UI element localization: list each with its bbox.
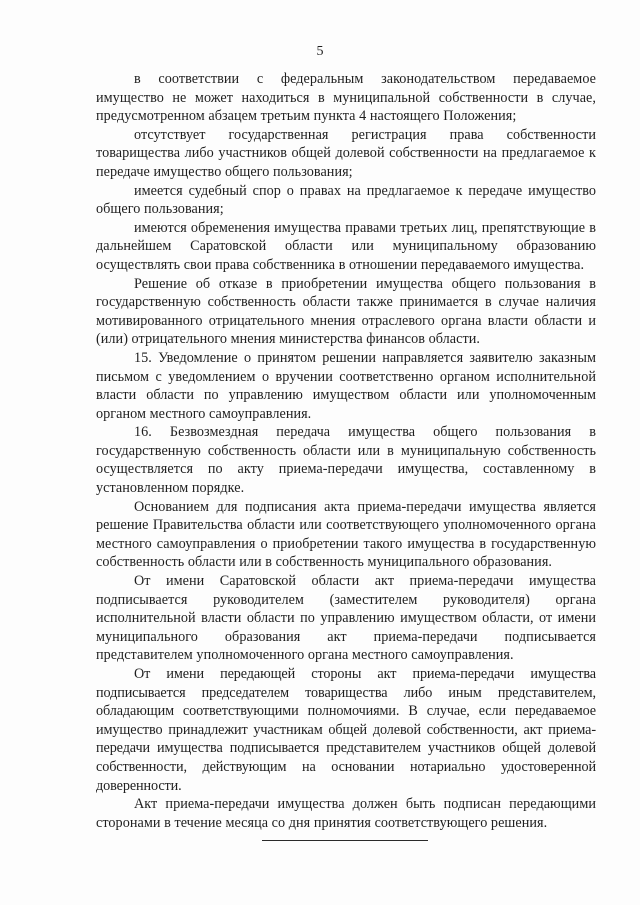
paragraph-condition-encumbrance: имеются обременения имущества правами третьих лиц, препятствующие в дальнейшем Саратовской области или муниципальному образованию осуществлять свои права собственника в отношении передаваемого имущества. — [96, 219, 596, 273]
paragraph-condition-no-registration: отсутствует государственная регистрация права собственности товарищества либо участников общей долевой собственности на предлагаемое к передаче имущество общего пользования; — [96, 126, 596, 180]
paragraph-condition-court-dispute: имеется судебный спор о правах на предлагаемое к передаче имущество общего пользования; — [96, 182, 596, 218]
paragraph-signing-deadline: Акт приема-передачи имущества должен быть подписан передающими сторонами в течение месяца со дня принятия соответствующего решения. — [96, 796, 596, 831]
paragraph-condition-federal-law: в соответствии с федеральным законодательством передаваемое имущество не может находиться в муниципальной собственности в случае, предусмотренном абзацем третьим пункта 4 настоящего Положения; — [96, 71, 596, 125]
paragraph-item-16: 16. Безвозмездная передача имущества общего пользования в государственную собственность области или в муниципальную собственность осуществляется по акту приема-передачи имущества, составленному в установленном порядке. — [96, 424, 596, 497]
document-body — [96, 70, 596, 832]
paragraph-act-basis: Основанием для подписания акта приема-передачи имущества является решение Правительства области или соответствующего уполномоченного органа местного самоуправления о приобретении такого имущества в государственную собственность области или в собственность муниципального образования. — [96, 498, 596, 571]
paragraph-refusal-decision: Решение об отказе в приобретении имущества общего пользования в государственную собственность области также принимается в случае наличия мотивированного отрицательного мнения отраслевого органа власти области и (или) отрицательного мнения министерства финансов области. — [96, 275, 596, 348]
end-of-text-line — [262, 840, 428, 841]
paragraph-signing-region: От имени Саратовской области акт приема-передачи имущества подписывается руководителем (заместителем руководителя) органа исполнительной власти области по управлению имуществом области, от имени муниципального образования акт приема-передачи подписывается представителем уполномоченного органа местного самоуправления. — [96, 573, 596, 664]
paragraph-item-15: 15. Уведомление о принятом решении направляется заявителю заказным письмом с уведомлением о вручении соответственно органом исполнительной власти области по управлению имуществом области или уполномоченным органом местного самоуправления. — [96, 349, 596, 422]
page-number: 5 — [316, 44, 324, 59]
paragraph-signing-transferring-party: От имени передающей стороны акт приема-передачи имущества подписывается председателем товарищества либо иным представителем, обладающим соответствующими полномочиями. В случае, если передаваемое имущество принадлежит участникам общей долевой собственности, акт приема-передачи имущества подписывается представителем участников общей долевой собственности, действующим на основании нотариально удостоверенной доверенности. — [96, 666, 596, 794]
